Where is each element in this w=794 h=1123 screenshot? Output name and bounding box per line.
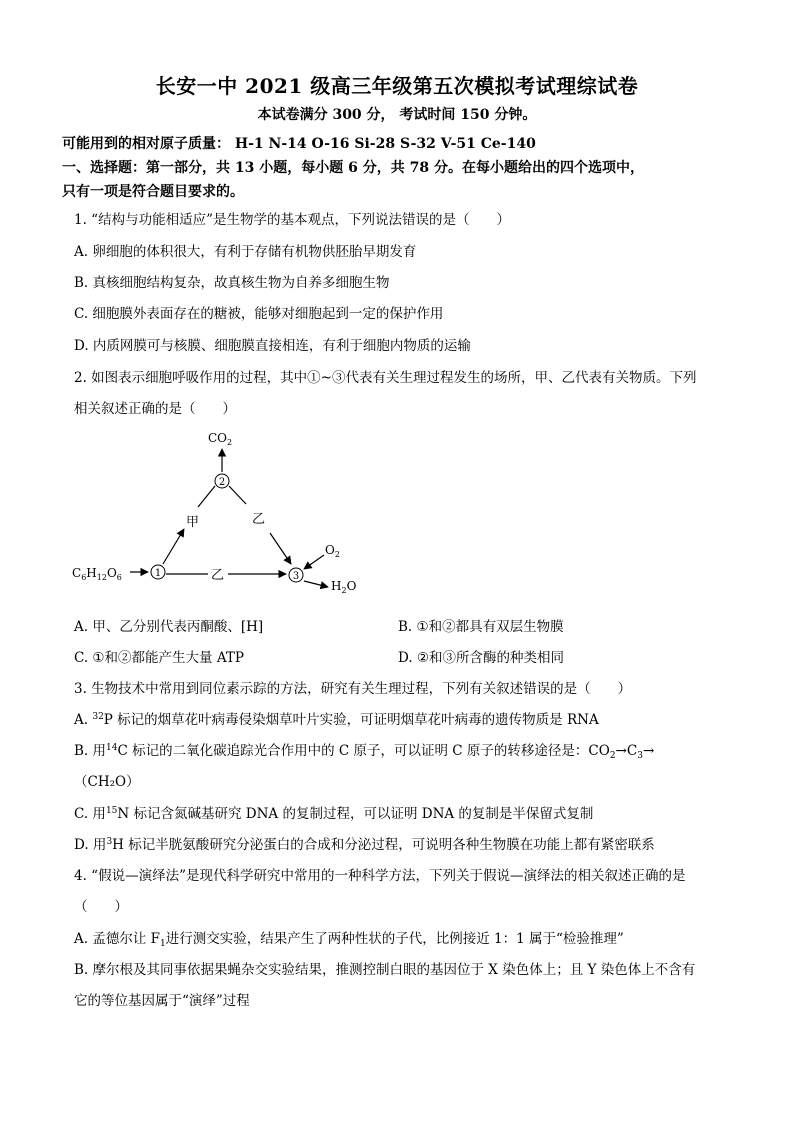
yi-bottom-label: 乙 [211, 568, 225, 583]
q3-option-d: D. 用$^3$H 标记半胱氨酸研究分泌蛋白的合成和分泌过程，可说明各种生物膜在功能上都有紧密联系 [74, 837, 655, 853]
q2-option-c: C. ①和②都能产生大量 ATP [74, 650, 244, 666]
node-1-label: 1 [154, 568, 162, 579]
node-2-label: 2 [218, 477, 226, 488]
q1-option-b: B. 真核细胞结构复杂，故真核生物为自养多细胞生物 [74, 275, 390, 291]
arrow-yi-to-3 [270, 533, 291, 564]
q4-option-b-line2: 它的等位基因属于“演绎”过程 [74, 993, 250, 1009]
q1-option-a: A. 卵细胞的体积很大，有利于存储有机物供胚胎早期发育 [74, 244, 417, 260]
co2-label: $CO_2$ [208, 431, 233, 447]
q4-stem-line1: 4. “假说—演绎法”是现代科学研究中常用的一种科学方法，下列关于假说—演绎法的相关叙述正确的是 [74, 868, 686, 884]
q2-option-b: B. ①和②都具有双层生物膜 [398, 619, 564, 635]
q4-option-b-line1: B. 摩尔根及其同事依据果蝇杂交实验结果，推测控制白眼的基因位于 X 染色体上；且 Y 染色体上不含有 [74, 962, 696, 978]
atomic-masses: 可能用到的相对原子质量： H-1 N-14 O-16 Si-28 S-32 V-51 Ce-140 [62, 136, 536, 152]
q2-stem-line2: 相关叙述正确的是（ ） [74, 401, 236, 417]
h2o-label: $H_2O$ [331, 579, 357, 595]
q3-stem: 3. 生物技术中常用到同位素示踪的方法，研究有关生理过程，下列有关叙述错误的是（ ） [74, 681, 632, 697]
q3-option-b-line2: （CH₂O） [74, 774, 140, 790]
glucose-label: $C_6H_{12}O_6$ [72, 566, 122, 582]
section-instructions-line1: 一、选择题：第一部分，共 13 小题，每小题 6 分，共 78 分。在每小题给出的四个选项中， [62, 160, 644, 176]
q1-stem: 1. “结构与功能相适应”是生物学的基本观点，下列说法错误的是（ ） [74, 212, 510, 228]
exam-title: 长安一中 2021 级高三年级第五次模拟考试理综试卷 [155, 74, 639, 98]
q2-option-d: D. ②和③所含酶的种类相同 [398, 650, 565, 666]
q3-option-c: C. 用$^{15}$N 标记含氮碱基研究 DNA 的复制过程，可以证明 DNA 的复制是半保留式复制 [74, 806, 594, 822]
line-2-to-yi [229, 486, 246, 504]
node-3-label: 3 [292, 571, 300, 582]
arrow-o2-to-3 [304, 555, 324, 569]
line-jia-to-2 [198, 486, 215, 507]
q4-option-a: A. 孟德尔让 $F_1$进行测交实验，结果产生了两种性状的子代，比例接近 1：1 属于“检验推理” [74, 931, 624, 949]
section-instructions-line2: 只有一项是符合题目要求的。 [62, 184, 244, 200]
yi-right-label: 乙 [252, 512, 266, 527]
exam-subtitle: 本试卷满分 300 分， 考试时间 150 分钟。 [257, 107, 537, 123]
q1-option-c: C. 细胞膜外表面存在的糖被，能够对细胞起到一定的保护作用 [74, 306, 444, 322]
jia-label: 甲 [186, 515, 200, 530]
q1-option-d: D. 内质网膜可与核膜、细胞膜直接相连，有利于细胞内物质的运输 [74, 338, 471, 354]
q2-option-a: A. 甲、乙分别代表丙酮酸、[H] [74, 619, 264, 635]
arrow-3-to-h2o [304, 581, 328, 587]
respiration-diagram [60, 425, 380, 600]
q3-option-a: A. $^{32}$P 标记的烟草花叶病毒侵染烟草叶片实验，可证明烟草花叶病毒的遗传物质是 RNA [74, 712, 599, 728]
q3-option-b: B. 用$^{14}$C 标记的二氧化碳追踪光合作用中的 C 原子，可以证明 C 原子的转移途径是：$CO_2\to C_3\to$ [74, 743, 655, 761]
q4-stem-line2: （ ） [74, 899, 128, 915]
arrow-1-to-2 [163, 529, 184, 564]
q2-stem-line1: 2. 如图表示细胞呼吸作用的过程，其中①~③代表有关生理过程发生的场所，甲、乙代表有关物质。下列 [74, 370, 697, 386]
o2-label: $O_2$ [325, 543, 340, 559]
